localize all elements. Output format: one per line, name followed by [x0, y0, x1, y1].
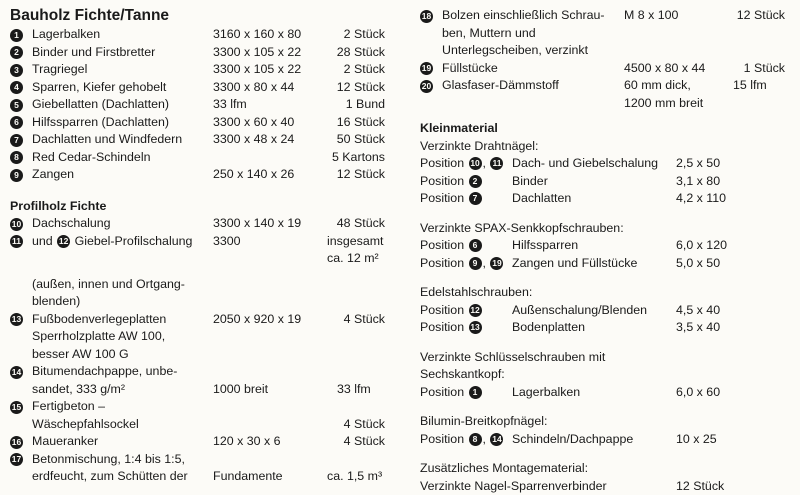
item-quantity: 4 Stück [313, 433, 385, 451]
item-dimensions: 1200 mm breit [624, 95, 703, 113]
item-quantity: 33 lfm [337, 381, 409, 399]
item-dimensions: 3300 x 80 x 44 [213, 79, 294, 97]
item-number-badge: 15 [10, 401, 23, 414]
item-4 [10, 79, 395, 97]
item-number-badge: 1 [10, 29, 23, 42]
item-size: 4,5 x 40 [676, 302, 720, 320]
item-5 [10, 96, 395, 114]
item-quantity: 5 Kartons [313, 149, 385, 167]
item-number-badge: 14 [10, 366, 23, 379]
item-7 [10, 131, 395, 149]
item-dimensions: 120 x 30 x 6 [213, 433, 281, 451]
position-label: Position [420, 432, 464, 446]
group-title: Verzinkte SPAX-Senkkopfschrauben: [420, 220, 795, 238]
item-number-badge: 7 [10, 134, 23, 147]
position-ref: Position 8 , 14 [420, 431, 504, 449]
item-dimensions: 1000 breit [213, 381, 268, 399]
item-description: Wäschepfahlsockel [32, 416, 212, 434]
item-17 [10, 451, 395, 469]
item-size: 6,0 x 60 [676, 384, 720, 402]
item-note: blenden) [32, 293, 212, 311]
item-size: 3,1 x 80 [676, 173, 720, 191]
item-description: Unterlegscheiben, verzinkt [442, 42, 612, 60]
position-ref: Position 10 , 11 [420, 155, 504, 173]
item-dimensions: 3300 x 48 x 24 [213, 131, 294, 149]
item-9 [10, 166, 395, 184]
item-10 [10, 215, 395, 233]
item-connector: und [32, 234, 53, 248]
item-number-badge: 11 [10, 235, 23, 248]
item-description: Lagerbalken [512, 384, 580, 402]
item-dimensions: 60 mm dick, [624, 77, 691, 95]
item-number-badge: 12 [57, 235, 70, 248]
item-description: Füllstücke [442, 60, 612, 78]
position-label: Position [420, 320, 464, 334]
item-description: Sparren, Kiefer gehobelt [32, 79, 212, 97]
position-ref [420, 237, 483, 255]
position-label: Position [420, 256, 464, 270]
item-number-badge: 14 [490, 433, 503, 446]
item-description: Dachlatten und Windfedern [32, 131, 212, 149]
item-quantity: 12 Stück [715, 7, 785, 25]
position-row [420, 255, 795, 273]
item-size: 3,5 x 40 [676, 319, 720, 337]
item-quantity: 16 Stück [313, 114, 385, 132]
item-quantity: 1 Stück [715, 60, 785, 78]
position-label: Position [420, 303, 464, 317]
item-dimensions: M 8 x 100 [624, 7, 678, 25]
item-description: Bodenplatten [512, 319, 585, 337]
group-title: Verzinkte Schlüsselschrauben mit [420, 349, 795, 367]
item-15 [10, 398, 395, 416]
item-quantity: 4 Stück [313, 311, 385, 329]
group-list [420, 237, 795, 272]
item-number-badge: 19 [420, 62, 433, 75]
group-title: Verzinkte Drahtnägel: [420, 138, 795, 156]
position-label: Position [420, 385, 464, 399]
group-title: Edelstahlschrauben: [420, 284, 795, 302]
item-quantity: 12 Stück [313, 79, 385, 97]
item-description: Red Cedar-Schindeln [32, 149, 212, 167]
item-description: Dachlatten [512, 190, 571, 208]
item-number-badge: 19 [490, 257, 503, 270]
item-size: 2,5 x 50 [676, 155, 720, 173]
position-row [420, 173, 795, 191]
item-quantity: 2 Stück [313, 26, 385, 44]
item-1 [10, 26, 395, 44]
item-quantity: 12 Stück [313, 166, 385, 184]
position-ref [420, 302, 483, 320]
item-dimensions: 4500 x 80 x 44 [624, 60, 705, 78]
extra-material-row [420, 478, 795, 495]
item-3 [10, 61, 395, 79]
item-description: Bolzen einschließlich Schrau- [442, 7, 612, 25]
item-number-badge: 9 [469, 257, 482, 270]
item-number-badge: 5 [10, 99, 23, 112]
position-row [420, 190, 795, 208]
item-dimensions: 3300 x 140 x 19 [213, 215, 301, 233]
item-number-badge: 7 [469, 192, 482, 205]
right-column [420, 0, 795, 495]
item-description: Fertigbeton – [32, 398, 212, 416]
group-list [420, 302, 795, 337]
item-number-badge: 10 [469, 157, 482, 170]
item-number-badge: 1 [469, 386, 482, 399]
item-number-badge: 12 [469, 304, 482, 317]
item-description: Tragriegel [32, 61, 212, 79]
item-number-badge: 9 [10, 169, 23, 182]
position-row [420, 155, 795, 173]
section-title-bauholz: Bauholz Fichte/Tanne [10, 6, 395, 26]
item-description: Lagerbalken [32, 26, 212, 44]
item-description: Maueranker [32, 433, 212, 451]
item-dimensions: 3300 x 105 x 22 [213, 44, 301, 62]
item-dimensions: 3300 x 105 x 22 [213, 61, 301, 79]
position-ref [420, 190, 483, 208]
item-18 [420, 7, 795, 25]
item-number-badge: 10 [10, 218, 23, 231]
item-description: Außenschalung/Blenden [512, 302, 647, 320]
item-20 [420, 77, 795, 95]
item-number-badge: 6 [10, 116, 23, 129]
position-row [420, 431, 795, 449]
item-number-badge: 11 [490, 157, 503, 170]
item-16 [10, 433, 395, 451]
item-description: sandet, 333 g/m² [32, 381, 212, 399]
item-description: Binder [512, 173, 548, 191]
item-dimensions: Fundamente [213, 468, 283, 486]
item-description: Dach- und Giebelschalung [512, 155, 658, 173]
item-description: Binder und Firstbretter [32, 44, 212, 62]
item-quantity: 12 Stück [676, 478, 724, 495]
item-number-badge: 2 [469, 175, 482, 188]
item-description: Sperrholzplatte AW 100, [32, 328, 212, 346]
item-dimensions: 3300 x 60 x 40 [213, 114, 294, 132]
item-8 [10, 149, 395, 167]
group-title: Zusätzliches Montagematerial: [420, 460, 795, 478]
position-label: Position [420, 156, 464, 170]
item-dimensions: 33 lfm [213, 96, 247, 114]
item-quantity: ca. 1,5 m³ [327, 468, 399, 486]
item-description: Zangen und Füllstücke [512, 255, 637, 273]
item-description: Fußbodenverlegeplatten [32, 311, 212, 329]
position-ref [420, 319, 483, 337]
item-quantity: 48 Stück [313, 215, 385, 233]
item-description: Hilfssparren [512, 237, 578, 255]
position-ref: Position 9 , 19 [420, 255, 504, 273]
section-title-kleinmaterial: Kleinmaterial [420, 120, 795, 138]
item-note: (außen, innen und Ortgang- [32, 276, 212, 294]
position-label: Position [420, 174, 464, 188]
item-number-badge: 13 [469, 321, 482, 334]
position-label: Position [420, 238, 464, 252]
group-title: Bilumin-Breitkopfnägel: [420, 413, 795, 431]
position-label: Position [420, 191, 464, 205]
item-description: Verzinkte Nagel-Sparrenverbinder [420, 478, 607, 495]
item-description: besser AW 100 G [32, 346, 212, 364]
item-19 [420, 60, 795, 78]
item-number-badge: 4 [10, 81, 23, 94]
item-11-12 [10, 233, 395, 251]
item-quantity: 28 Stück [313, 44, 385, 62]
left-column [10, 0, 395, 486]
item-quantity: 1 Bund [313, 96, 385, 114]
group-list [420, 384, 795, 402]
item-number-badge: 17 [10, 453, 23, 466]
item-dimensions: 3300 [213, 233, 241, 251]
item-number-badge: 18 [420, 10, 433, 23]
item-number-badge: 16 [10, 436, 23, 449]
item-dimensions: 3160 x 160 x 80 [213, 26, 301, 44]
item-description: Betonmischung, 1:4 bis 1:5, [32, 451, 212, 469]
item-size: 5,0 x 50 [676, 255, 720, 273]
item-description: Glasfaser-Dämmstoff [442, 77, 612, 95]
position-row [420, 319, 795, 337]
item-size: 10 x 25 [676, 431, 717, 449]
item-description: Giebel-Profilschalung [75, 234, 193, 248]
item-dimensions: 2050 x 920 x 19 [213, 311, 301, 329]
item-dimensions: 250 x 140 x 26 [213, 166, 294, 184]
position-ref [420, 384, 483, 402]
position-row [420, 237, 795, 255]
item-size: 6,0 x 120 [676, 237, 727, 255]
item-description: Bitumendachpappe, unbe- [32, 363, 212, 381]
item-description: Zangen [32, 166, 212, 184]
item-description: Schindeln/Dachpappe [512, 431, 633, 449]
item-description: ben, Muttern und [442, 25, 612, 43]
item-number-badge: 20 [420, 80, 433, 93]
item-description: Hilfssparren (Dachlatten) [32, 114, 212, 132]
item-description: Dachschalung [32, 215, 212, 233]
item-number-badge: 13 [10, 313, 23, 326]
section-title-profilholz: Profilholz Fichte [10, 198, 395, 216]
item-quantity-line2: ca. 12 m² [327, 250, 399, 268]
item-14 [10, 363, 395, 381]
item-quantity: 2 Stück [313, 61, 385, 79]
item-number-badge: 6 [469, 239, 482, 252]
item-number-badge: 3 [10, 64, 23, 77]
item-description: erdfeucht, zum Schütten der [32, 468, 212, 486]
bauholz-list [10, 26, 395, 184]
item-description: Giebellatten (Dachlatten) [32, 96, 212, 114]
item-quantity: insgesamt [327, 233, 399, 251]
item-13 [10, 311, 395, 329]
position-row [420, 384, 795, 402]
item-quantity: 15 lfm [733, 77, 800, 95]
group-title: Sechskantkopf: [420, 366, 795, 384]
group-list [420, 431, 795, 449]
position-row [420, 302, 795, 320]
item-6 [10, 114, 395, 132]
item-2 [10, 44, 395, 62]
item-quantity: 50 Stück [313, 131, 385, 149]
item-number-badge: 8 [10, 151, 23, 164]
item-quantity: 4 Stück [313, 416, 385, 434]
item-size: 4,2 x 110 [676, 190, 726, 208]
group-list [420, 155, 795, 208]
item-number-badge: 8 [469, 433, 482, 446]
item-number-badge: 2 [10, 46, 23, 59]
position-ref [420, 173, 483, 191]
